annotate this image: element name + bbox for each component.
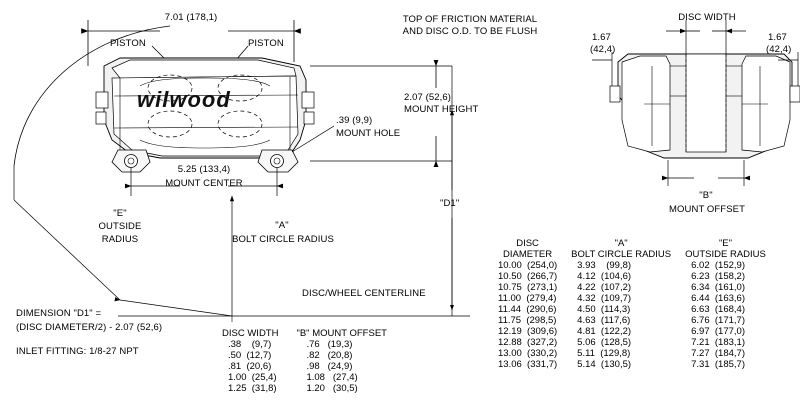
table-cell: 7.27 (184,7) [691, 348, 745, 359]
e-label: "E" [113, 208, 127, 219]
e-label-outside: OUTSIDE [98, 221, 142, 232]
table-cell: 1.00 (25,4) [228, 372, 277, 383]
table-cell: 6.02 (152,9) [691, 260, 745, 271]
brand-wordmark: wilwood [137, 87, 231, 112]
a-label: "A" [275, 220, 289, 231]
mount-offset-label: MOUNT OFFSET [669, 204, 745, 215]
table-row [498, 304, 766, 315]
table-cell: .76 (19,3) [306, 339, 353, 350]
table-cell: 4.22 (107,2) [577, 282, 632, 293]
table-cell: 3.93 (99,8) [577, 260, 632, 271]
overall-width-dim: 7.01 (178,1) [164, 12, 218, 23]
disc-h1-c2: "A" [614, 238, 628, 249]
table-row [498, 271, 766, 282]
table-cell: .50 (12,7) [228, 350, 272, 361]
table-cell: 10.75 (273,1) [498, 282, 558, 293]
mount-height-value: 2.07 (52,6) [404, 92, 452, 103]
table-cell: 13.06 (331,7) [498, 359, 558, 370]
disc-h2-c3: OUTSIDE RADIUS [685, 249, 766, 260]
table-cell: .38 (9,7) [228, 339, 272, 350]
disc-table-header-row-1 [498, 238, 766, 249]
table-row [222, 339, 387, 350]
mount-hole-label: MOUNT HOLE [336, 128, 401, 139]
mount-center-value: 5.25 (133,4) [177, 164, 231, 175]
d1-label: "D1" [440, 198, 460, 209]
table-cell: 6.76 (171,7) [691, 315, 745, 326]
table-row [498, 260, 766, 271]
table-cell: 1.25 (31,8) [228, 383, 277, 394]
table-row [222, 361, 387, 372]
table-row [498, 282, 766, 293]
table-cell: 1.08 (27,4) [306, 372, 358, 383]
width-h-c2: "B" MOUNT OFFSET [296, 328, 387, 339]
mount-center-label: MOUNT CENTER [165, 178, 243, 189]
b-label: "B" [699, 190, 713, 201]
table-cell: 4.50 (114,3) [577, 304, 631, 315]
table-cell: 4.81 (122,2) [577, 326, 632, 337]
table-row [222, 350, 387, 361]
left-dim-value: 1.67 [592, 32, 611, 43]
left-dim-metric: (42,4) [590, 44, 616, 55]
table-cell: 10.50 (266,7) [498, 271, 558, 282]
table-row [498, 359, 766, 370]
piston-label-right: PISTON [248, 38, 284, 49]
disc-h2-c2: BOLT CIRCLE RADIUS [571, 249, 672, 260]
table-cell: 12.88 (327,2) [498, 337, 558, 348]
table-cell: 7.31 (185,7) [691, 359, 745, 370]
e-label-radius: RADIUS [101, 234, 139, 245]
disc-table-header-row-2 [498, 249, 766, 260]
table-row [222, 372, 387, 383]
dim-d1-note-line1: DIMENSION "D1" = [16, 308, 102, 319]
width-table-header-row [222, 328, 387, 339]
mount-height-label: MOUNT HEIGHT [404, 104, 479, 115]
flush-note-line2: AND DISC O.D. TO BE FLUSH [402, 26, 538, 37]
table-cell: 5.06 (128,5) [577, 337, 632, 348]
disc-wheel-centerline-label: DISC/WHEEL CENTERLINE [302, 288, 426, 299]
table-cell: 6.23 (158,2) [691, 271, 745, 282]
disc-dimension-table [498, 238, 766, 370]
disc-h2-c1: DIAMETER [503, 249, 553, 260]
table-row [498, 326, 766, 337]
table-cell: 4.12 (104,6) [577, 271, 632, 282]
disc-width-label: DISC WIDTH [678, 12, 736, 23]
table-row [498, 315, 766, 326]
table-cell: 6.34 (161,0) [691, 282, 745, 293]
table-cell: 5.11 (129,8) [577, 348, 631, 359]
table-cell: 1.20 (30,5) [306, 383, 358, 394]
width-table-head [222, 328, 387, 339]
table-row [498, 293, 766, 304]
width-table-body [222, 339, 387, 394]
inlet-fitting-note: INLET FITTING: 1/8-27 NPT [16, 346, 139, 357]
piston-label-left: PISTON [110, 38, 146, 49]
flush-note-line1: TOP OF FRICTION MATERIAL [402, 14, 538, 25]
right-dim-value: 1.67 [768, 32, 787, 43]
width-offset-table [222, 328, 387, 394]
table-cell: 12.19 (309,6) [498, 326, 558, 337]
table-cell: 13.00 (330,2) [498, 348, 558, 359]
table-cell: 11.44 (290,6) [498, 304, 557, 315]
table-cell: .81 (20,6) [228, 361, 272, 372]
table-cell: 6.97 (177,0) [691, 326, 745, 337]
right-dim-metric: (42,4) [766, 44, 792, 55]
mount-hole-value: .39 (9,9) [336, 115, 373, 126]
disc-table-body [498, 260, 766, 370]
disc-h1-c3: "E" [718, 238, 733, 249]
table-cell: 6.44 (163,6) [691, 293, 745, 304]
table-cell: 4.32 (109,7) [577, 293, 632, 304]
table-cell: 11.75 (298,5) [498, 315, 557, 326]
disc-table-head [498, 238, 766, 260]
width-h-c1: DISC WIDTH [222, 328, 279, 339]
table-cell: 10.00 (254,0) [498, 260, 558, 271]
dim-d1-note-line2: (DISC DIAMETER/2) - 2.07 (52,6) [16, 322, 163, 333]
table-cell: 11.00 (279,4) [498, 293, 557, 304]
table-cell: 6.63 (168,4) [691, 304, 745, 315]
table-row [222, 383, 387, 394]
table-row [498, 348, 766, 359]
a-label-desc: BOLT CIRCLE RADIUS [232, 234, 334, 245]
table-cell: .82 (20,8) [306, 350, 353, 361]
disc-h1-c1: DISC [516, 238, 539, 249]
table-row [498, 337, 766, 348]
table-cell: 7.21 (183,1) [691, 337, 745, 348]
table-cell: 5.14 (130,5) [577, 359, 632, 370]
table-cell: .98 (24,9) [306, 361, 353, 372]
table-cell: 4.63 (117,6) [577, 315, 631, 326]
